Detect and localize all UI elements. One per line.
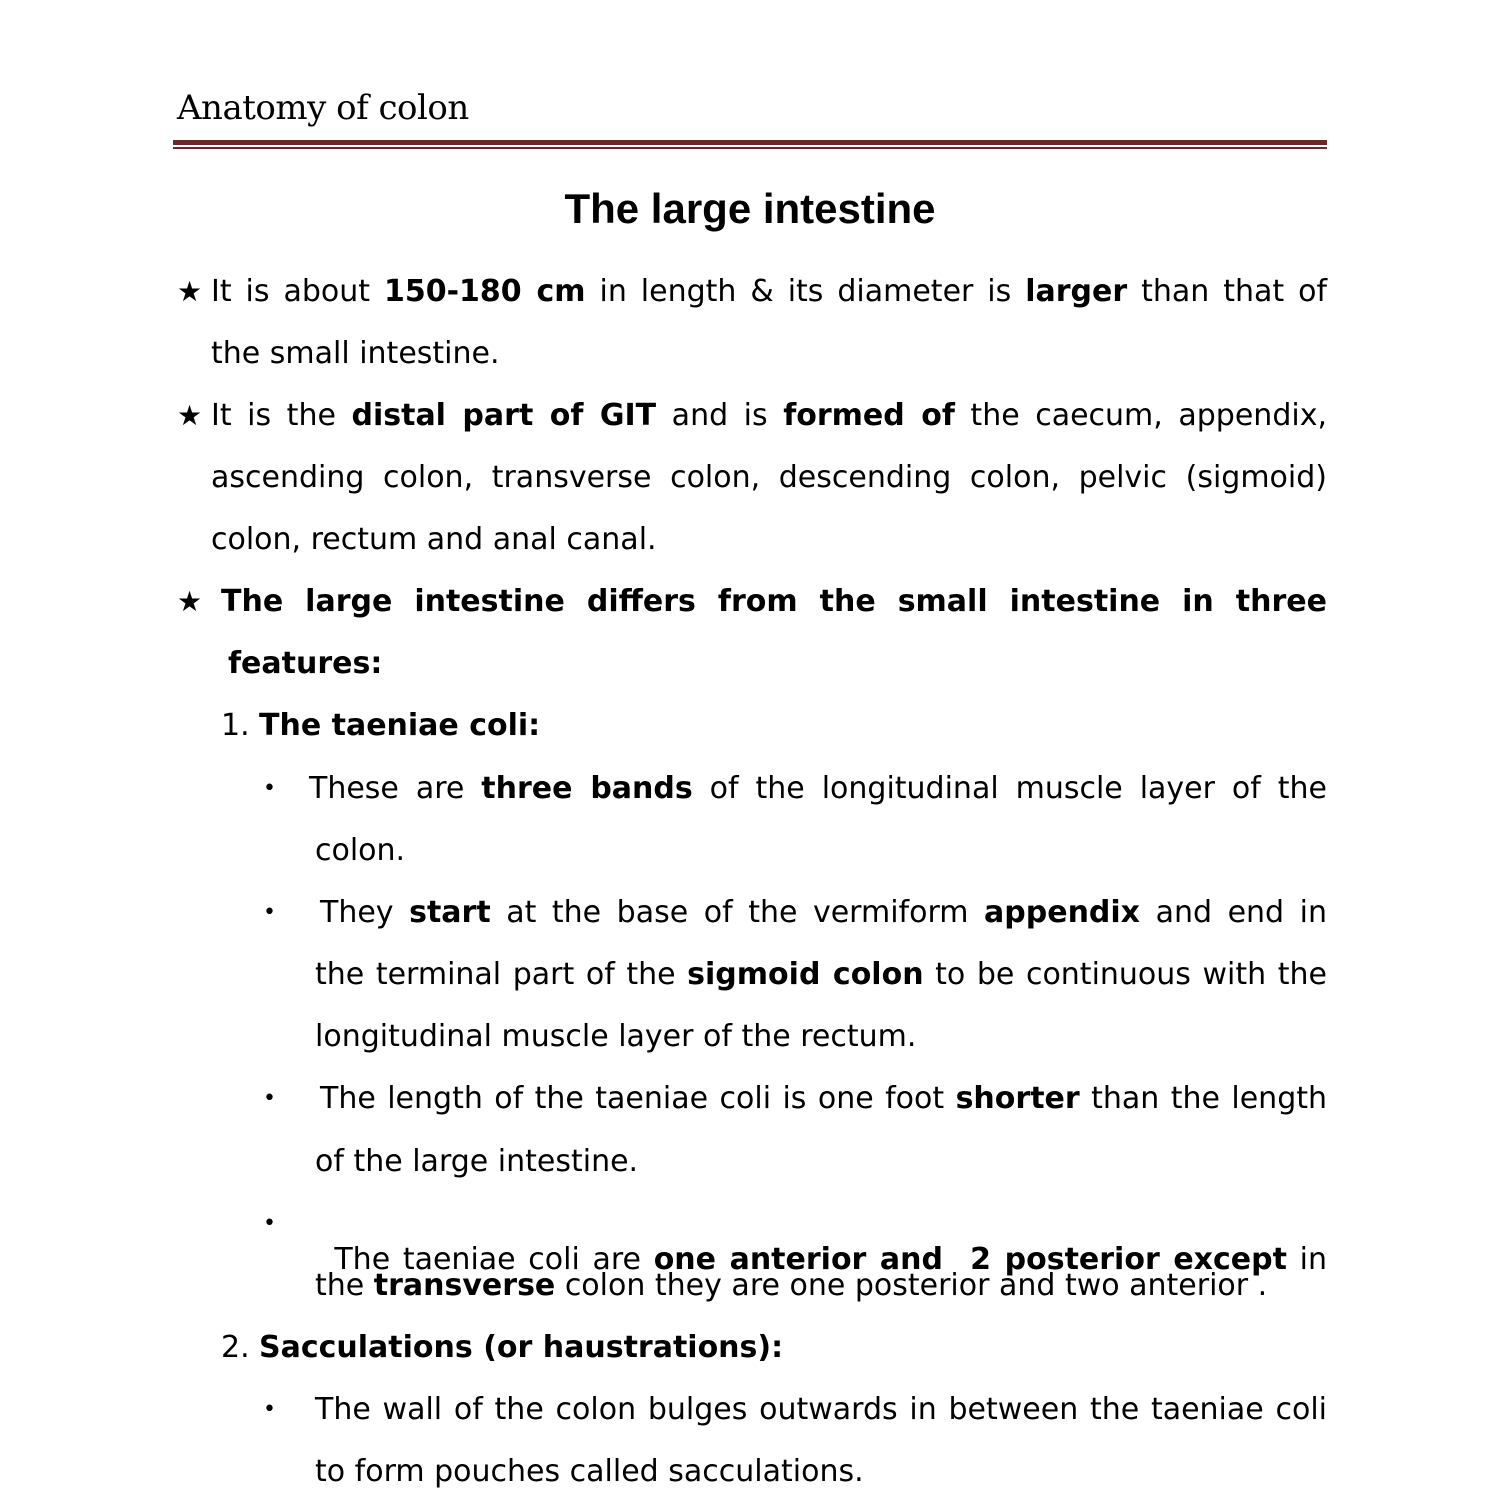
section-2-title: Sacculations (or haustrations): [259,1330,784,1365]
section-1-bullet-3-line-1: The length of the taeniae coli is one foot shorter than the length [320,1081,1328,1116]
section-1-bullet-4-line-1: The taeniae coli are one anterior and 2 posterior except in [334,1242,1327,1277]
section-1-bullet-3-line-2: of the large intestine. [315,1144,639,1179]
dot-bullet-icon: • [263,1211,276,1236]
section-1-title: The taeniae coli: [259,708,541,743]
dot-bullet-icon: • [263,1397,276,1422]
dot-bullet-icon: • [263,776,276,801]
section-1-bullet-2-line-1: They start at the base of the vermiform appendix and end in [320,895,1327,930]
paragraph-2-line-2: ascending colon, transverse colon, descending colon, pelvic (sigmoid) [211,460,1327,495]
running-header: Anatomy of colon [177,88,469,128]
star-bullet-icon: ★ [177,399,203,432]
paragraph-1-line-2: the small intestine. [211,336,500,371]
star-bullet-icon: ★ [177,585,203,618]
section-1-bullet-1-line-2: colon. [315,833,406,868]
star-bullet-icon: ★ [177,275,203,308]
section-2-bullet-1-line-2: to form pouches called sacculations. [315,1454,864,1489]
section-1-bullet-2-line-2: the terminal part of the sigmoid colon to be continuous with the [315,957,1327,992]
section-1-bullet-2-line-3: longitudinal muscle layer of the rectum. [315,1019,917,1054]
header-rule-thick [173,140,1327,145]
dot-bullet-icon: • [263,1086,276,1111]
section-1-bullet-1-line-1: These are three bands of the longitudinal muscle layer of the [309,771,1327,806]
paragraph-3-line-1: The large intestine differs from the small intestine in three [221,584,1327,619]
paragraph-2-line-3: colon, rectum and anal canal. [211,522,657,557]
dot-bullet-icon: • [263,900,276,925]
paragraph-2-line-1: It is the distal part of GIT and is formed of the caecum, appendix, [211,398,1327,433]
list-number: 2. [221,1330,250,1365]
section-1-bullet-4-line-2: the transverse colon they are one posterior and two anterior . [315,1268,1268,1303]
paragraph-3-line-2: features: [228,646,383,681]
section-2-bullet-1-line-1: The wall of the colon bulges outwards in between the taeniae coli [315,1392,1327,1427]
header-rule-thin [173,147,1327,149]
paragraph-1-line-1: It is about 150-180 cm in length & its diameter is larger than that of [211,274,1328,309]
list-number: 1. [221,708,250,743]
page-title: The large intestine [564,185,936,232]
